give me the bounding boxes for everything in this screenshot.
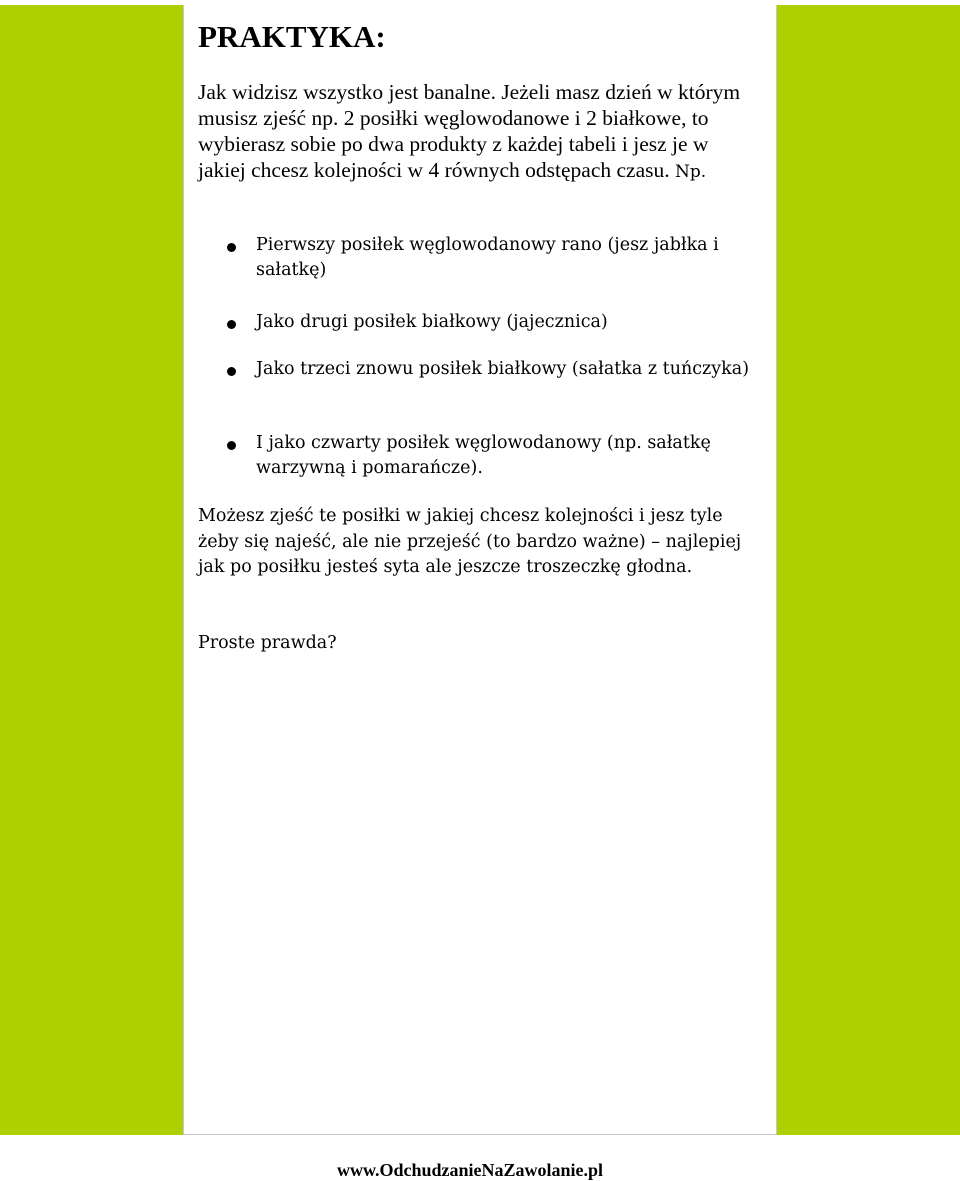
intro-paragraph: [198, 79, 758, 185]
list-item: [256, 357, 766, 382]
list-item-text: Jako drugi posiłek białkowy (jajecznica): [256, 312, 608, 332]
bullet-icon: [227, 441, 236, 450]
list-item: [256, 431, 766, 481]
list-item: [256, 233, 766, 283]
intro-text: Jak widzisz wszystko jest banalne. Jeżeli masz dzień w którym musisz zjeść np. 2 posiłki węglowodanowe i 2 białkowe, to wybierasz sobie po dwa produkty z każdej tabeli i jesz je w jakiej chcesz kolejności w 4 równych odstępach czasu.: [198, 80, 741, 182]
bullet-icon: [227, 367, 236, 376]
footer-url: www.OdchudzanieNaZawolanie.pl: [337, 1160, 604, 1180]
intro-example-label: Np.: [675, 162, 707, 182]
document-page: [183, 5, 777, 1135]
list-item-text: I jako czwarty posiłek węglowodanowy (np. sałatkę warzywną i pomarańcze).: [256, 433, 711, 478]
outro-paragraph: Możesz zjeść te posiłki w jakiej chcesz kolejności i jesz tyle żeby się najeść, ale nie przejeść (to bardzo ważne) – najlepiej jak po posiłku jesteś syta ale jeszcze troszeczkę głodna.: [198, 506, 742, 577]
bullet-icon: [227, 243, 236, 252]
bullet-icon: [227, 320, 236, 329]
right-accent-band: [777, 5, 960, 1135]
section-title: PRAKTYKA:: [198, 19, 386, 54]
closing-line: Proste prawda?: [198, 633, 337, 653]
list-item: [256, 310, 766, 335]
left-accent-band: [0, 5, 183, 1135]
list-item-text: Pierwszy posiłek węglowodanowy rano (jesz jabłka i sałatkę): [256, 235, 719, 280]
list-item-text: Jako trzeci znowu posiłek białkowy (sałatka z tuńczyka): [256, 359, 750, 379]
